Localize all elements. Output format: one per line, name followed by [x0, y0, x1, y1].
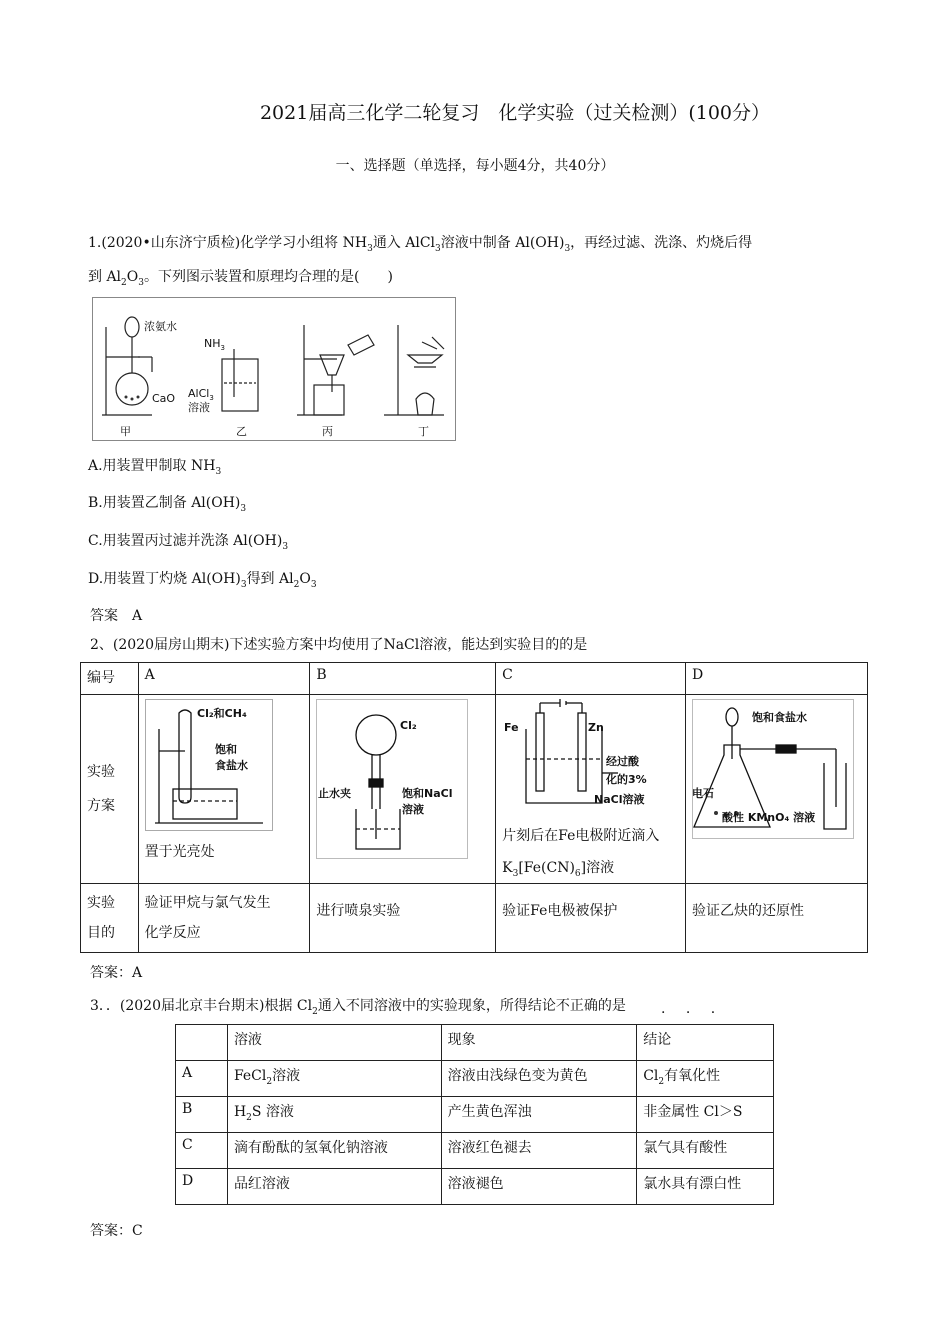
label-ding: 丁	[418, 425, 429, 438]
label-calcium-carbide: 电石	[692, 787, 715, 800]
figure-b-fountain	[316, 699, 468, 859]
row-solution: 滴有酚酞的氢氧化钠溶液	[227, 1133, 441, 1169]
q1-option-a: A.用装置甲制取 $NH_3$	[88, 458, 222, 477]
table-row	[176, 1133, 774, 1169]
label-zn: Zn	[588, 721, 604, 734]
purpose-c: 验证Fe电极被保护	[496, 883, 686, 952]
q1-option-d: D.用装置丁灼烧 $Al(OH)_3$得到 $Al_2O_3$	[88, 571, 317, 590]
row-solution: 品红溶液	[227, 1169, 441, 1205]
purpose-d: 验证乙炔的还原性	[686, 883, 868, 952]
row-phenomenon: 溶液褪色	[441, 1169, 637, 1205]
row-solution: $H_2S$ 溶液	[227, 1097, 441, 1133]
label-nh3: $NH_3$	[204, 337, 225, 352]
caption-c-line2: $K_3[Fe(CN)_6]$溶液	[502, 860, 615, 879]
cell-scheme-b	[310, 695, 496, 884]
label-solution: 溶液	[188, 401, 210, 414]
label-yi: 乙	[236, 425, 247, 438]
purpose-b: 进行喷泉实验	[310, 883, 496, 952]
q3-answer: 答案：C	[90, 1223, 143, 1239]
header-blank	[176, 1025, 228, 1061]
row-conclusion: $Cl_2$有氧化性	[637, 1061, 774, 1097]
cell-scheme-c	[496, 695, 686, 884]
q1-apparatus-figure	[92, 297, 456, 441]
label-alcl3: AlCl$_3$	[188, 387, 214, 402]
page-title: 2021届高三化学二轮复习 化学实验（过关检测）(100分）	[259, 102, 771, 124]
figure-a-methane-chlorine	[145, 699, 273, 831]
label-ammonia: 浓氨水	[144, 320, 177, 333]
table-row	[81, 883, 868, 952]
header-number: 编号	[81, 663, 139, 695]
q1-answer: 答案 A	[90, 608, 143, 624]
row-label-scheme: 实验 方案	[81, 695, 139, 884]
table-row	[81, 695, 868, 884]
row-id: C	[176, 1133, 228, 1169]
q2-stem: 2、(2020届房山期末)下述实验方案中均使用了NaCl溶液，能达到实验目的的是	[90, 637, 588, 653]
row-conclusion: 氯气具有酸性	[637, 1133, 774, 1169]
caption-a: 置于光亮处	[144, 844, 215, 860]
label-nacl-solution: NaCl溶液	[594, 793, 645, 806]
q2-table	[80, 662, 868, 953]
row-conclusion: 氯水具有漂白性	[637, 1169, 774, 1205]
header-conclusion: 结论	[637, 1025, 774, 1061]
row-label-purpose: 实验 目的	[81, 883, 139, 952]
label-cl2-ch4: Cl₂和CH₄	[196, 707, 247, 720]
header-phenomenon: 现象	[441, 1025, 637, 1061]
header-d: D	[686, 663, 868, 695]
emphasis-dots: · · ·	[661, 1005, 724, 1021]
section-heading: 一、选择题（单选择，每小题4分，共40分）	[335, 158, 615, 174]
q1-stem-line2: 到 $Al_2O_3$。下列图示装置和原理均合理的是( )	[88, 269, 393, 288]
header-c: C	[496, 663, 686, 695]
figure-c-electrodes	[502, 699, 672, 817]
label-three-percent: 化的3%	[606, 773, 647, 786]
cell-scheme-d	[686, 695, 868, 884]
row-conclusion: 非金属性 Cl＞S	[637, 1097, 774, 1133]
q1-option-b: B.用装置乙制备 $Al(OH)_3$	[88, 495, 247, 514]
row-phenomenon: 溶液红色褪去	[441, 1133, 637, 1169]
label-cl2: Cl₂	[400, 719, 418, 732]
label-nacl: 饱和NaCl	[402, 787, 453, 800]
header-b: B	[310, 663, 496, 695]
purpose-a: 验证甲烷与氯气发生 化学反应	[138, 883, 310, 952]
row-id: B	[176, 1097, 228, 1133]
label-acidified: 经过酸	[606, 755, 640, 768]
q1-option-c: C.用装置丙过滤并洗涤 $Al(OH)_3$	[88, 533, 289, 552]
header-a: A	[138, 663, 310, 695]
row-id: A	[176, 1061, 228, 1097]
label-brine: 食盐水	[214, 759, 248, 772]
caption-c-line1: 片刻后在Fe电极附近滴入	[502, 828, 660, 844]
figure-d-acetylene	[692, 699, 854, 839]
q3-stem: 3．．(2020届北京丰台期末)根据 $Cl_2$通入不同溶液中的实验现象，所得结论不正确的是	[90, 998, 626, 1017]
label-cao: CaO	[152, 392, 176, 405]
cell-scheme-a	[138, 695, 310, 884]
table-row	[176, 1061, 774, 1097]
label-fe: Fe	[504, 721, 519, 734]
q3-table	[175, 1024, 774, 1205]
table-row	[176, 1169, 774, 1205]
q1-stem-line1: 1.(2020•山东济宁质检)化学学习小组将 $NH_3$通入 AlCl$_3$溶液中制备 $Al(OH)_3$，再经过滤、洗涤、灼烧后得	[88, 235, 753, 254]
row-solution: FeCl$_2$溶液	[227, 1061, 441, 1097]
header-solution: 溶液	[227, 1025, 441, 1061]
label-brine-top: 饱和食盐水	[752, 711, 808, 724]
label-saturated: 饱和	[214, 743, 237, 756]
q2-answer: 答案：A	[90, 965, 143, 981]
row-phenomenon: 产生黄色浑浊	[441, 1097, 637, 1133]
label-clamp: 止水夹	[318, 787, 352, 800]
label-bing: 丙	[322, 425, 333, 438]
label-kmno4: 酸性 KMnO₄ 溶液	[722, 811, 816, 824]
row-id: D	[176, 1169, 228, 1205]
label-solution-b: 溶液	[402, 803, 425, 816]
table-row	[176, 1025, 774, 1061]
table-row	[176, 1097, 774, 1133]
row-phenomenon: 溶液由浅绿色变为黄色	[441, 1061, 637, 1097]
table-row	[81, 663, 868, 695]
label-jia: 甲	[120, 425, 131, 438]
